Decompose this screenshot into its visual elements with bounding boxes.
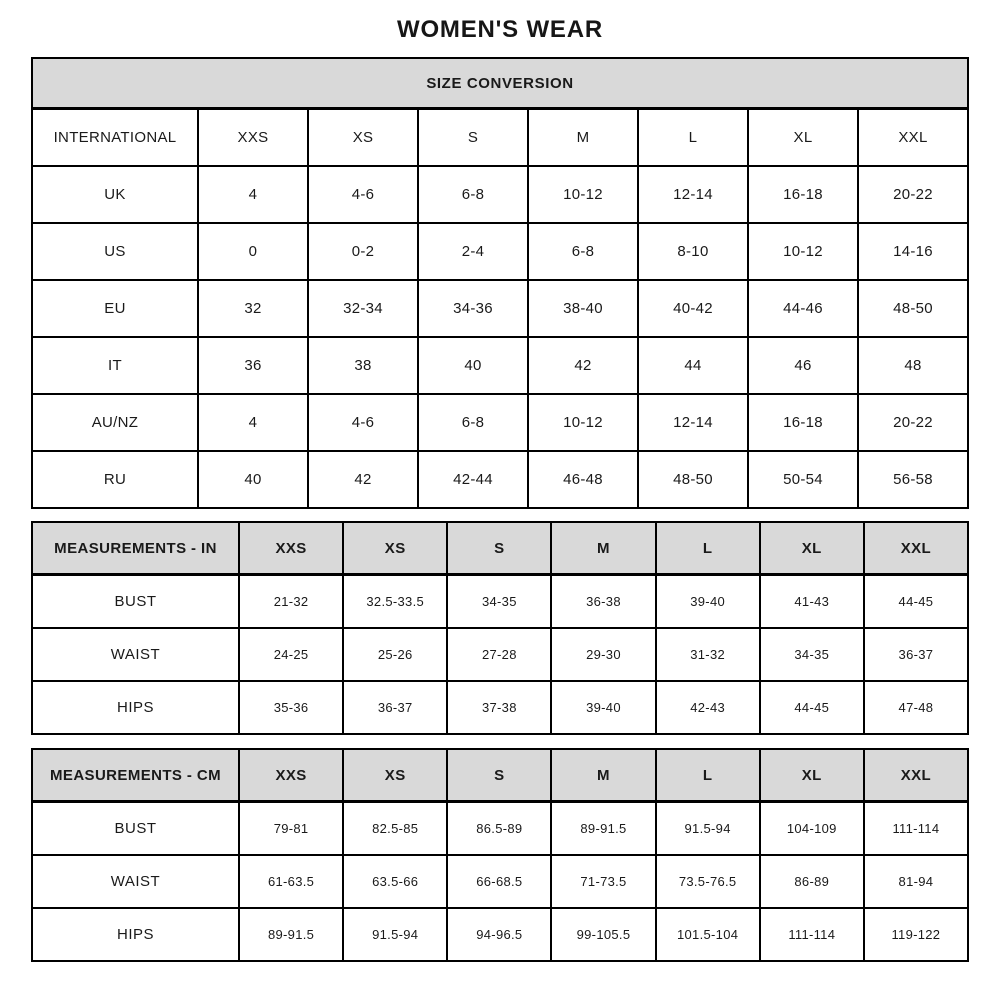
table-row: [32, 337, 968, 394]
value-cell: L: [638, 109, 748, 167]
value-cell: 0-2: [308, 223, 418, 280]
value-cell: M: [528, 109, 638, 167]
value-cell: 46-48: [528, 451, 638, 508]
value-cell: 42: [308, 451, 418, 508]
value-cell: 111-114: [864, 802, 968, 856]
value-cell: 0: [198, 223, 308, 280]
value-cell: 48-50: [858, 280, 968, 337]
row-label: HIPS: [32, 908, 239, 961]
table-title-cell: MEASUREMENTS - IN: [32, 522, 239, 575]
size-column-header: L: [656, 749, 760, 802]
row-label: BUST: [32, 802, 239, 856]
value-cell: 20-22: [858, 394, 968, 451]
value-cell: XL: [748, 109, 858, 167]
value-cell: 47-48: [864, 681, 968, 734]
value-cell: XXL: [858, 109, 968, 167]
row-label: HIPS: [32, 681, 239, 734]
table-row: [32, 628, 968, 681]
value-cell: 71-73.5: [551, 855, 655, 908]
value-cell: 46: [748, 337, 858, 394]
size-column-header: S: [447, 522, 551, 575]
measurements-cm-table: [31, 748, 969, 962]
table-row: [32, 802, 968, 856]
value-cell: 39-40: [656, 575, 760, 629]
value-cell: 32-34: [308, 280, 418, 337]
table-row: [32, 908, 968, 961]
value-cell: 24-25: [239, 628, 343, 681]
table-row: [32, 451, 968, 508]
value-cell: 4: [198, 394, 308, 451]
value-cell: 12-14: [638, 166, 748, 223]
value-cell: 29-30: [551, 628, 655, 681]
value-cell: 38-40: [528, 280, 638, 337]
size-column-header: L: [656, 522, 760, 575]
value-cell: 89-91.5: [551, 802, 655, 856]
value-cell: 56-58: [858, 451, 968, 508]
size-column-header: XL: [760, 522, 864, 575]
row-label: WAIST: [32, 628, 239, 681]
value-cell: 6-8: [418, 166, 528, 223]
value-cell: 34-35: [447, 575, 551, 629]
value-cell: 8-10: [638, 223, 748, 280]
size-column-header: XL: [760, 749, 864, 802]
value-cell: 44-45: [864, 575, 968, 629]
size-conversion-table: [31, 57, 969, 509]
value-cell: 32: [198, 280, 308, 337]
row-label: AU/NZ: [32, 394, 198, 451]
value-cell: 91.5-94: [656, 802, 760, 856]
value-cell: 104-109: [760, 802, 864, 856]
value-cell: 6-8: [528, 223, 638, 280]
value-cell: 91.5-94: [343, 908, 447, 961]
size-column-header: XXS: [239, 749, 343, 802]
table-banner-row: [32, 58, 968, 109]
value-cell: 10-12: [528, 166, 638, 223]
table-row: [32, 855, 968, 908]
row-label: RU: [32, 451, 198, 508]
value-cell: XXS: [198, 109, 308, 167]
size-column-header: XXL: [864, 522, 968, 575]
value-cell: 66-68.5: [447, 855, 551, 908]
value-cell: 34-35: [760, 628, 864, 681]
value-cell: 61-63.5: [239, 855, 343, 908]
row-label: INTERNATIONAL: [32, 109, 198, 167]
value-cell: 89-91.5: [239, 908, 343, 961]
size-column-header: M: [551, 522, 655, 575]
table-row: [32, 280, 968, 337]
row-label: EU: [32, 280, 198, 337]
value-cell: 37-38: [447, 681, 551, 734]
value-cell: 36-37: [343, 681, 447, 734]
value-cell: 4: [198, 166, 308, 223]
value-cell: 4-6: [308, 394, 418, 451]
size-column-header: S: [447, 749, 551, 802]
value-cell: 27-28: [447, 628, 551, 681]
value-cell: 10-12: [528, 394, 638, 451]
size-column-header: XXL: [864, 749, 968, 802]
page-title: WOMEN'S WEAR: [397, 16, 603, 43]
row-label: WAIST: [32, 855, 239, 908]
value-cell: 48: [858, 337, 968, 394]
value-cell: 119-122: [864, 908, 968, 961]
value-cell: 36-38: [551, 575, 655, 629]
size-conversion-title: SIZE CONVERSION: [32, 58, 968, 109]
value-cell: 36-37: [864, 628, 968, 681]
measurements-in-table: [31, 521, 969, 735]
value-cell: 34-36: [418, 280, 528, 337]
value-cell: 81-94: [864, 855, 968, 908]
value-cell: 39-40: [551, 681, 655, 734]
value-cell: 63.5-66: [343, 855, 447, 908]
value-cell: 36: [198, 337, 308, 394]
value-cell: 42-43: [656, 681, 760, 734]
value-cell: 42: [528, 337, 638, 394]
value-cell: 31-32: [656, 628, 760, 681]
value-cell: 41-43: [760, 575, 864, 629]
header-row: [32, 749, 968, 802]
value-cell: 32.5-33.5: [343, 575, 447, 629]
table-row: [32, 394, 968, 451]
table-row: [32, 575, 968, 629]
value-cell: 4-6: [308, 166, 418, 223]
value-cell: 40-42: [638, 280, 748, 337]
value-cell: 50-54: [748, 451, 858, 508]
value-cell: 12-14: [638, 394, 748, 451]
value-cell: 40: [198, 451, 308, 508]
row-label: US: [32, 223, 198, 280]
row-label: UK: [32, 166, 198, 223]
value-cell: 94-96.5: [447, 908, 551, 961]
value-cell: 99-105.5: [551, 908, 655, 961]
value-cell: 86-89: [760, 855, 864, 908]
table-row: [32, 681, 968, 734]
value-cell: 10-12: [748, 223, 858, 280]
row-label: IT: [32, 337, 198, 394]
value-cell: 101.5-104: [656, 908, 760, 961]
value-cell: 111-114: [760, 908, 864, 961]
value-cell: 79-81: [239, 802, 343, 856]
value-cell: 38: [308, 337, 418, 394]
value-cell: 44-46: [748, 280, 858, 337]
value-cell: 86.5-89: [447, 802, 551, 856]
table-title-cell: MEASUREMENTS - CM: [32, 749, 239, 802]
value-cell: S: [418, 109, 528, 167]
value-cell: 21-32: [239, 575, 343, 629]
size-column-header: M: [551, 749, 655, 802]
value-cell: 25-26: [343, 628, 447, 681]
size-column-header: XS: [343, 749, 447, 802]
value-cell: 48-50: [638, 451, 748, 508]
value-cell: 40: [418, 337, 528, 394]
value-cell: 20-22: [858, 166, 968, 223]
value-cell: 35-36: [239, 681, 343, 734]
value-cell: 2-4: [418, 223, 528, 280]
value-cell: XS: [308, 109, 418, 167]
header-row: [32, 522, 968, 575]
table-row: [32, 109, 968, 167]
value-cell: 6-8: [418, 394, 528, 451]
value-cell: 16-18: [748, 394, 858, 451]
value-cell: 73.5-76.5: [656, 855, 760, 908]
value-cell: 14-16: [858, 223, 968, 280]
table-row: [32, 223, 968, 280]
value-cell: 82.5-85: [343, 802, 447, 856]
row-label: BUST: [32, 575, 239, 629]
value-cell: 42-44: [418, 451, 528, 508]
value-cell: 44: [638, 337, 748, 394]
value-cell: 44-45: [760, 681, 864, 734]
size-column-header: XXS: [239, 522, 343, 575]
value-cell: 16-18: [748, 166, 858, 223]
size-column-header: XS: [343, 522, 447, 575]
table-row: [32, 166, 968, 223]
